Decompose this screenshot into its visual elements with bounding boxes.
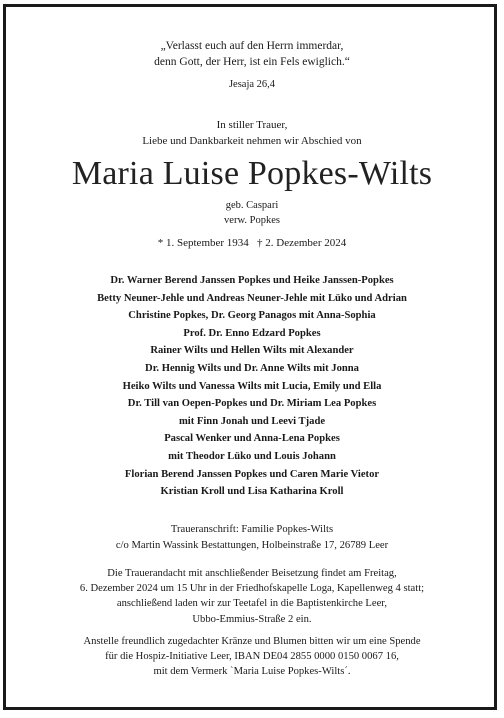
quote-reference-text: Jesaja 26,4 [228, 79, 276, 90]
mourners-list [0, 272, 504, 501]
service-line: anschließend laden wir zur Teetafel in die Baptistenkirche Leer, [116, 598, 388, 610]
service-line: 6. Dezember 2024 um 15 Uhr in der Friedhofskapelle Loga, Kapellenweg 4 statt; [79, 583, 425, 595]
donation-line: mit dem Vermerk `Maria Luise Popkes-Wilts´. [153, 666, 351, 678]
mourner-line: Dr. Till van Oepen-Popkes und Dr. Miriam Lea Popkes [127, 398, 377, 410]
life-dates [0, 235, 504, 251]
deceased-name [0, 152, 504, 196]
mourner-line: Christine Popkes, Dr. Georg Panagos mit Anna-Sophia [128, 310, 376, 322]
mourner-line: Heiko Wilts und Vanessa Wilts mit Lucia, Emily und Ella [122, 380, 382, 392]
mourner-line: Prof. Dr. Enno Edzard Popkes [183, 327, 321, 339]
life-dates-text: * 1. September 1934 † 2. Dezember 2024 [157, 237, 347, 249]
intro-text [0, 117, 504, 149]
mourner-line: mit Finn Jonah und Leevi Tjade [178, 415, 326, 427]
widowed-name: verw. Popkes [224, 215, 280, 226]
mourner-line: Betty Neuner-Jehle und Andreas Neuner-Jehle mit Lüko und Adrian [97, 292, 407, 304]
donation-line: Anstelle freundlich zugedachter Kränze und Blumen bitten wir um eine Spende [83, 636, 421, 647]
bible-quote [0, 38, 504, 70]
quote-reference [0, 78, 504, 92]
mourner-line: Rainer Wilts und Hellen Wilts mit Alexander [150, 345, 354, 357]
mourner-line: Dr. Warner Berend Janssen Popkes und Heike Janssen-Popkes [110, 275, 394, 286]
intro-line-1: In stiller Trauer, [216, 119, 288, 131]
service-line: Die Trauerandacht mit anschließender Beisetzung findet am Freitag, [107, 568, 397, 579]
address-line-2: c/o Martin Wassink Bestattungen, Holbeinstraße 17, 26789 Leer [115, 540, 389, 551]
mourner-line: Dr. Hennig Wilts und Dr. Anne Wilts mit Jonna [145, 362, 359, 374]
deceased-other-names [0, 198, 504, 228]
deceased-name-text: Maria Luise Popkes-Wilts [71, 155, 433, 192]
mourner-line: Pascal Wenker und Anna-Lena Popkes [164, 433, 340, 445]
mourning-address [0, 522, 504, 554]
intro-line-2: Liebe und Dankbarkeit nehmen wir Abschied von [142, 135, 362, 147]
mourner-line: mit Theodor Lüko und Louis Johann [168, 450, 336, 462]
service-line: Ubbo-Emmius-Straße 2 ein. [192, 613, 312, 625]
quote-line-1: „Verlasst euch auf den Herrn immerdar, [160, 40, 344, 52]
mourner-line: Kristian Kroll und Lisa Katharina Kroll [160, 486, 344, 498]
donation-request [0, 634, 504, 680]
donation-line: für die Hospiz-Initiative Leer, IBAN DE04 2855 0000 0150 0067 16, [105, 651, 399, 663]
quote-line-2: denn Gott, der Herr, ist ein Fels ewiglich.“ [154, 56, 350, 68]
born-name: geb. Caspari [225, 200, 279, 211]
address-line-1: Traueranschrift: Familie Popkes-Wilts [170, 524, 334, 535]
funeral-service-info [0, 566, 504, 627]
mourner-line: Florian Berend Janssen Popkes und Caren Marie Vietor [124, 468, 380, 480]
